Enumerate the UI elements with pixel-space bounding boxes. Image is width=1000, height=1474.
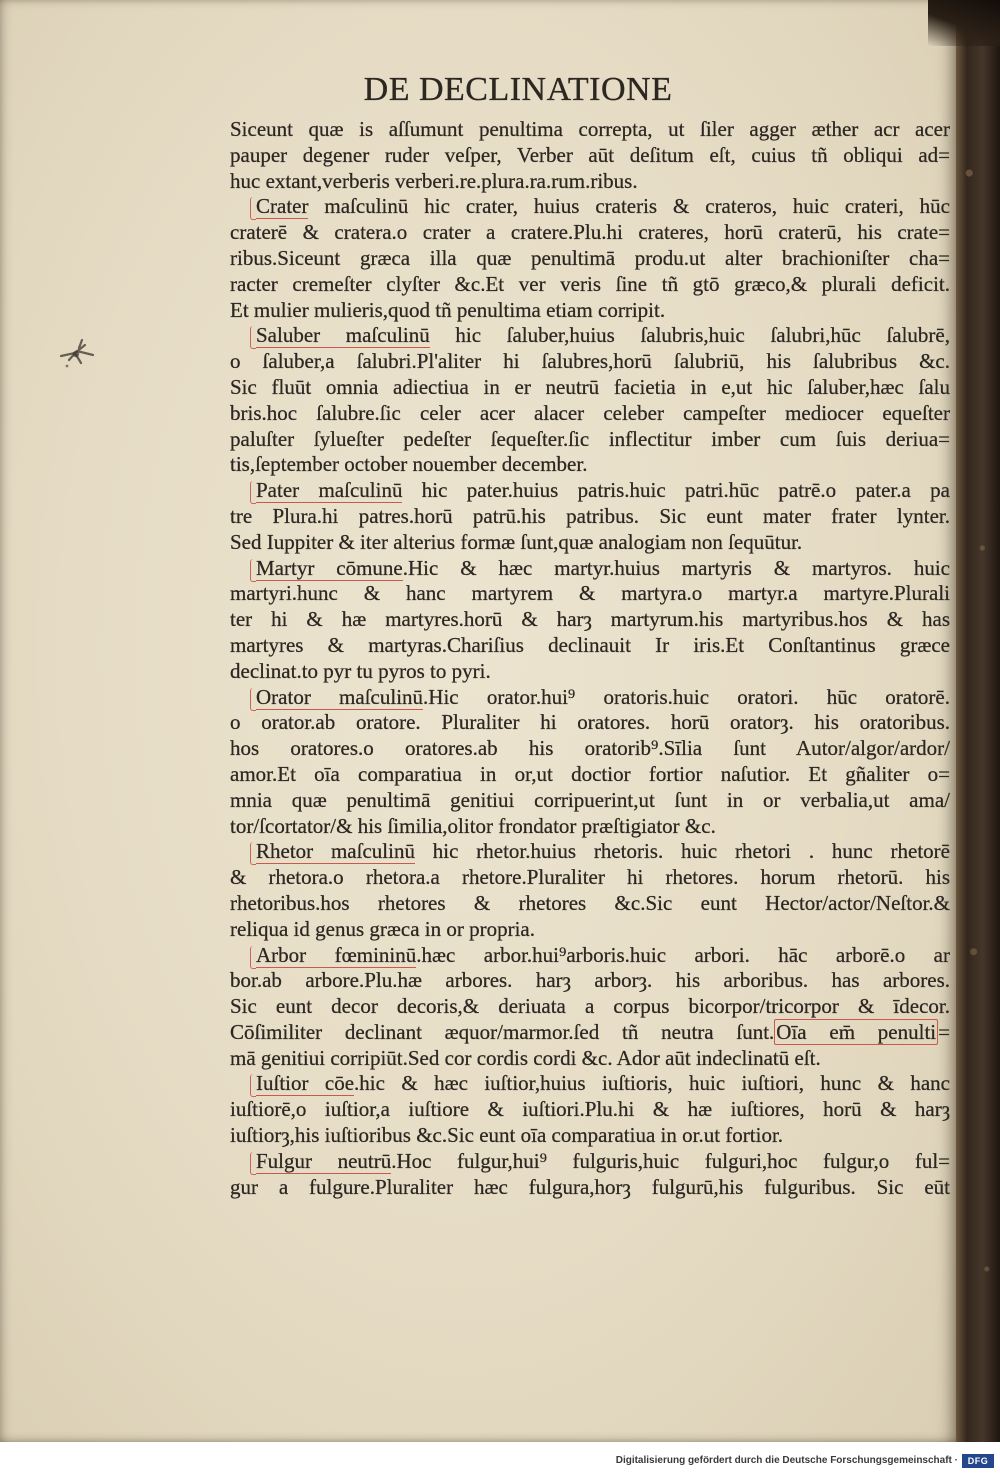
- text-line: [230, 1071, 950, 1097]
- footer-bar: [0, 1442, 1000, 1474]
- text-line: [230, 917, 950, 943]
- line-text: o orator.ab oratore. Pluraliter hi oratores. horū oratorȝ. his oratoribus.: [230, 710, 950, 735]
- line-text: .Hoc fulgur,hui⁹ fulguris,huic fulguri,hoc fulgur,o ful=: [391, 1148, 951, 1173]
- text-line: [230, 169, 950, 195]
- text-line: [230, 1020, 950, 1046]
- line-text: .hæc arbor.hui⁹arboris.huic arbori. hāc arborē.o ar: [416, 942, 950, 967]
- line-text: hic ſaluber,huius ſalubris,huic ſalubri,hūc ſalubrē,: [429, 323, 950, 348]
- text-line: [230, 943, 950, 969]
- line-text: o ſaluber,a ſalubri.Pl'aliter hi ſalubres,horū ſalubriū, his ſalubribus &c.: [230, 349, 950, 374]
- text-line: [230, 375, 950, 401]
- line-text: reliqua id genus græca in or propria.: [230, 916, 535, 941]
- line-text: Sic eunt decor decoris,& deriuata a corpus bicorpor/tricorpor & īdecor.: [230, 994, 950, 1019]
- line-text: .hic & hæc iuſtior,huius iuſtioris, huic iuſtiori, hunc & hanc: [354, 1071, 950, 1096]
- line-text: hic rhetor.huius rhetoris. huic rhetori . hunc rhetorē: [414, 839, 950, 864]
- line-text: hic pater.huius patris.huic patri.hūc patrē.o pater.a pa: [402, 478, 950, 503]
- line-text: tre Plura.hi patres.horū patrū.his patribus. Sic eunt mater frater lynter.: [230, 503, 950, 528]
- line-text: tor/ſcortator/& his ſimilia,olitor frondator præſtigiator &c.: [230, 813, 716, 838]
- book-spine-edge: [956, 0, 1000, 1442]
- rubric-mark: Oīa em̄ penulti: [776, 1019, 937, 1044]
- text-line: [230, 1123, 950, 1149]
- line-text: Siceunt quæ is aſſumunt penultima correpta, ut ſiler agger æther acr acer: [230, 117, 950, 141]
- line-text: Sed Iuppiter & iter alterius formæ ſunt,quæ analogiam non ſequūtur.: [230, 529, 803, 554]
- line-text: ribus.Siceunt græca illa quæ penultimā produ.ut alter brachioniſter cha=: [230, 245, 950, 270]
- text-line: [230, 685, 950, 711]
- text-line: [230, 272, 950, 298]
- text-line: [230, 246, 950, 272]
- text-line: [230, 891, 950, 917]
- line-text: rhetoribus.hos rhetores & rhetores &c.Sic eunt Hector/actor/Neſtor.&: [230, 890, 950, 915]
- line-text: huc extant,verberis verberi.re.plura.ra.rum.ribus.: [230, 168, 638, 193]
- text-line: [230, 736, 950, 762]
- line-text: .Hic & hæc martyr.huius martyris & martyros. huic: [402, 555, 950, 580]
- rubric-mark: Fulgur neutrū: [256, 1148, 392, 1173]
- text-line: [230, 788, 950, 814]
- line-text: martyres & martyras.Chariſius declinauit Ir iris.Et Conſtantinus græce: [230, 632, 950, 657]
- line-text: pauper degener ruder veſper, Verber aūt deſitum eſt, cuius tñ obliqui ad=: [230, 142, 950, 167]
- line-text: declinat.to pyr tu pyros to pyri.: [230, 658, 491, 683]
- text-line: [230, 814, 950, 840]
- text-line: [230, 194, 950, 220]
- rubric-mark: Rhetor maſculinū: [256, 839, 415, 864]
- text-line: [230, 478, 950, 504]
- text-line: [230, 659, 950, 685]
- dfg-logo: DFG: [962, 1454, 994, 1468]
- line-text: martyri.hunc & hanc martyrem & martyra.o martyr.a martyre.Plurali: [230, 581, 950, 606]
- text-line: [230, 762, 950, 788]
- text-line: [230, 117, 950, 143]
- running-head: DE DECLINATIONE: [363, 71, 673, 108]
- text-line: [230, 1175, 950, 1201]
- line-text: amor.Et oīa comparatiua in or,ut doctior fortior naſutior. Et gñaliter o=: [230, 761, 950, 786]
- text-line: [230, 349, 950, 375]
- text-line: [230, 401, 950, 427]
- text-line: [230, 1149, 950, 1175]
- line-text: tis,ſeptember october nouember december.: [230, 452, 588, 477]
- text-line: [230, 607, 950, 633]
- footer-credit: Digitalisierung gefördert durch die Deutsche Forschungsgemeinschaft ·: [615, 1455, 958, 1466]
- rubric-mark: Saluber maſculinū: [256, 323, 430, 348]
- text-line: [230, 710, 950, 736]
- line-text: =: [938, 1019, 950, 1044]
- line-text: bris.hoc ſalubre.ſic celer acer alacer celeber campeſter mediocer equeſter: [230, 400, 950, 425]
- text-line: [230, 865, 950, 891]
- rubric-mark: Orator maſculinū: [256, 684, 424, 709]
- text-line: [230, 968, 950, 994]
- rubric-mark: Iuſtior cōe: [256, 1071, 355, 1096]
- line-text: hos oratores.o oratores.ab his oratorib⁹.Sīlia ſunt Autor/algor/ardor/: [230, 736, 950, 761]
- text-line: [230, 220, 950, 246]
- text-line: [230, 298, 950, 324]
- line-text: iuſtiorē,o iuſtior,a iuſtiore & iuſtiori.Plu.hi & hæ iuſtiores, horū & harȝ: [230, 1097, 950, 1122]
- line-text: Cōſimiliter declinant æquor/marmor.ſed tñ neutra ſunt.: [230, 1019, 775, 1044]
- rubric-mark: Pater maſculinū: [256, 478, 403, 503]
- line-text: Et mulier mulieris,quod tñ penultima etiam corripit.: [230, 297, 666, 322]
- text-line: [230, 452, 950, 478]
- text-line: [230, 1097, 950, 1123]
- text-block: [230, 117, 950, 1200]
- ink-smudge: [55, 336, 101, 376]
- text-line: [230, 504, 950, 530]
- line-text: gur a fulgure.Pluraliter hæc fulgura,horȝ fulgurū,his fulguribus. Sic eūt: [230, 1174, 950, 1199]
- text-line: [230, 427, 950, 453]
- line-text: racter cremeſter clyſter &c.Et ver veris ſine tñ gtō græco,& plurali deficit.: [230, 271, 950, 296]
- text-line: [230, 633, 950, 659]
- line-text: maſculinū hic crater, huius crateris & crateros, huic crateri, hūc: [308, 194, 950, 219]
- text-line: [230, 323, 950, 349]
- text-line: [230, 994, 950, 1020]
- text-line: [230, 556, 950, 582]
- line-text: paluſter ſylueſter pedeſter ſequeſter.ſic inflectitur imber cum ſuis deriua=: [230, 426, 950, 451]
- line-text: .Hic orator.hui⁹ oratoris.huic oratori. hūc oratorē.: [423, 684, 950, 709]
- text-line: [230, 1046, 950, 1072]
- line-text: & rhetora.o rhetora.a rhetore.Pluraliter hi rhetores. horum rhetorū. his: [230, 865, 950, 890]
- text-line: [230, 143, 950, 169]
- line-text: mā genitiui corripiūt.Sed cor cordis cordi &c. Ador aūt indeclinatū eſt.: [230, 1045, 821, 1070]
- text-line: [230, 581, 950, 607]
- text-line: [230, 839, 950, 865]
- line-text: Sic fluūt omnia adiectiua in er neutrū facietia in e,ut hic ſaluber,hæc ſalu: [230, 374, 950, 399]
- rubric-mark: Arbor fœmininū: [256, 942, 417, 967]
- rubric-mark: Martyr cōmune: [256, 555, 403, 580]
- line-text: ter hi & hæ martyres.horū & harȝ martyrum.his martyribus.hos & has: [230, 607, 950, 632]
- line-text: craterē & cratera.o crater a cratere.Plu.hi crateres, horū craterū, his crate=: [230, 220, 950, 245]
- line-text: mnia quæ penultimā genitiui corripuerint,ut ſunt in or verbalia,ut ama/: [230, 787, 950, 812]
- text-line: [230, 530, 950, 556]
- line-text: bor.ab arbore.Plu.hæ arbores. harȝ arborȝ. his arboribus. has arbores.: [230, 968, 950, 993]
- rubric-mark: Crater: [256, 194, 309, 219]
- line-text: iuſtiorȝ,his iuſtioribus &c.Sic eunt oīa comparatiua in or.ut fortior.: [230, 1123, 784, 1148]
- scan-corner-shadow: [928, 0, 1000, 46]
